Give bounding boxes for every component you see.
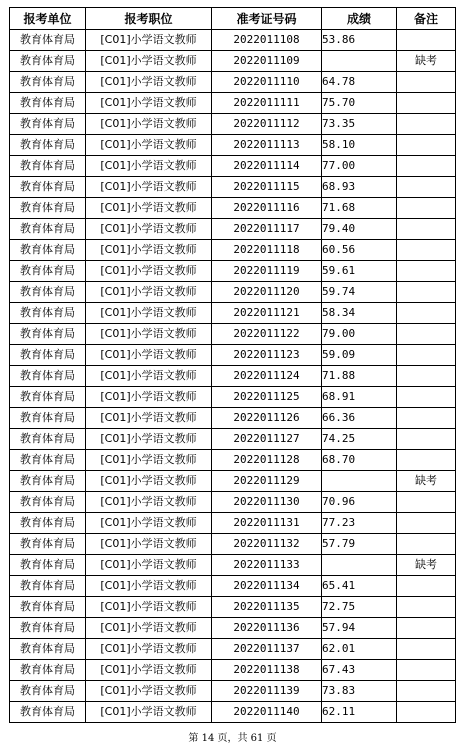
- cell-post: [C01]小学语文教师: [86, 156, 212, 177]
- cell-score: 68.70: [322, 450, 397, 471]
- cell-unit: 教育体育局: [10, 639, 86, 660]
- table-row: [10, 261, 456, 282]
- cell-score: 65.41: [322, 576, 397, 597]
- cell-score: 59.61: [322, 261, 397, 282]
- cell-exam-id: 2022011138: [212, 660, 322, 681]
- cell-note: [397, 177, 456, 198]
- table-row: [10, 114, 456, 135]
- cell-score: 79.00: [322, 324, 397, 345]
- table-row: [10, 345, 456, 366]
- cell-score: 71.68: [322, 198, 397, 219]
- table-row: [10, 177, 456, 198]
- cell-post: [C01]小学语文教师: [86, 177, 212, 198]
- cell-unit: 教育体育局: [10, 198, 86, 219]
- cell-post: [C01]小学语文教师: [86, 198, 212, 219]
- cell-unit: 教育体育局: [10, 135, 86, 156]
- cell-exam-id: 2022011119: [212, 261, 322, 282]
- table-row: [10, 198, 456, 219]
- cell-note: [397, 408, 456, 429]
- cell-exam-id: 2022011127: [212, 429, 322, 450]
- cell-note: [397, 534, 456, 555]
- cell-score: 73.35: [322, 114, 397, 135]
- page-number: 第 14 页，共 61 页: [188, 733, 277, 744]
- cell-post: [C01]小学语文教师: [86, 303, 212, 324]
- cell-note: [397, 198, 456, 219]
- table-row: [10, 702, 456, 723]
- cell-score: [322, 471, 397, 492]
- cell-unit: 教育体育局: [10, 618, 86, 639]
- cell-exam-id: 2022011108: [212, 30, 322, 51]
- cell-post: [C01]小学语文教师: [86, 681, 212, 702]
- cell-post: [C01]小学语文教师: [86, 660, 212, 681]
- cell-note: [397, 72, 456, 93]
- table-row: [10, 135, 456, 156]
- cell-exam-id: 2022011135: [212, 597, 322, 618]
- cell-exam-id: 2022011120: [212, 282, 322, 303]
- cell-note: [397, 345, 456, 366]
- cell-score: 68.91: [322, 387, 397, 408]
- cell-exam-id: 2022011137: [212, 639, 322, 660]
- cell-score: 62.01: [322, 639, 397, 660]
- cell-score: 75.70: [322, 93, 397, 114]
- cell-exam-id: 2022011124: [212, 366, 322, 387]
- cell-unit: 教育体育局: [10, 387, 86, 408]
- table-row: [10, 72, 456, 93]
- cell-post: [C01]小学语文教师: [86, 93, 212, 114]
- cell-unit: 教育体育局: [10, 576, 86, 597]
- cell-note: [397, 366, 456, 387]
- cell-post: [C01]小学语文教师: [86, 30, 212, 51]
- cell-note: [397, 219, 456, 240]
- cell-note: [397, 135, 456, 156]
- cell-score: [322, 51, 397, 72]
- cell-score: 59.09: [322, 345, 397, 366]
- table-row: [10, 450, 456, 471]
- cell-note: [397, 597, 456, 618]
- cell-note: [397, 702, 456, 723]
- cell-exam-id: 2022011109: [212, 51, 322, 72]
- cell-post: [C01]小学语文教师: [86, 261, 212, 282]
- table-row: [10, 513, 456, 534]
- cell-post: [C01]小学语文教师: [86, 219, 212, 240]
- cell-unit: 教育体育局: [10, 450, 86, 471]
- cell-note: [397, 450, 456, 471]
- cell-score: 67.43: [322, 660, 397, 681]
- cell-exam-id: 2022011133: [212, 555, 322, 576]
- cell-score: 77.23: [322, 513, 397, 534]
- cell-post: [C01]小学语文教师: [86, 51, 212, 72]
- cell-unit: 教育体育局: [10, 471, 86, 492]
- cell-exam-id: 2022011113: [212, 135, 322, 156]
- cell-score: 57.94: [322, 618, 397, 639]
- cell-exam-id: 2022011128: [212, 450, 322, 471]
- cell-note: [397, 282, 456, 303]
- header-post: 报考职位: [86, 8, 212, 30]
- cell-score: 73.83: [322, 681, 397, 702]
- cell-note: [397, 513, 456, 534]
- cell-unit: 教育体育局: [10, 114, 86, 135]
- cell-score: 53.86: [322, 30, 397, 51]
- table-row: [10, 93, 456, 114]
- cell-unit: 教育体育局: [10, 702, 86, 723]
- cell-exam-id: 2022011117: [212, 219, 322, 240]
- cell-post: [C01]小学语文教师: [86, 324, 212, 345]
- cell-note: [397, 30, 456, 51]
- cell-score: 68.93: [322, 177, 397, 198]
- cell-unit: 教育体育局: [10, 408, 86, 429]
- cell-unit: 教育体育局: [10, 681, 86, 702]
- cell-score: 66.36: [322, 408, 397, 429]
- cell-unit: 教育体育局: [10, 282, 86, 303]
- cell-post: [C01]小学语文教师: [86, 282, 212, 303]
- cell-unit: 教育体育局: [10, 513, 86, 534]
- cell-post: [C01]小学语文教师: [86, 702, 212, 723]
- cell-note: [397, 303, 456, 324]
- cell-exam-id: 2022011130: [212, 492, 322, 513]
- cell-unit: 教育体育局: [10, 156, 86, 177]
- cell-post: [C01]小学语文教师: [86, 114, 212, 135]
- cell-unit: 教育体育局: [10, 177, 86, 198]
- cell-post: [C01]小学语文教师: [86, 597, 212, 618]
- cell-post: [C01]小学语文教师: [86, 450, 212, 471]
- cell-score: 71.88: [322, 366, 397, 387]
- header-row: [10, 8, 456, 30]
- table-row: [10, 156, 456, 177]
- table-row: [10, 618, 456, 639]
- cell-score: [322, 555, 397, 576]
- cell-exam-id: 2022011121: [212, 303, 322, 324]
- table-row: [10, 492, 456, 513]
- cell-post: [C01]小学语文教师: [86, 576, 212, 597]
- cell-exam-id: 2022011132: [212, 534, 322, 555]
- cell-exam-id: 2022011116: [212, 198, 322, 219]
- cell-post: [C01]小学语文教师: [86, 135, 212, 156]
- cell-post: [C01]小学语文教师: [86, 534, 212, 555]
- cell-note: 缺考: [397, 555, 456, 576]
- cell-exam-id: 2022011134: [212, 576, 322, 597]
- cell-exam-id: 2022011139: [212, 681, 322, 702]
- cell-score: 64.78: [322, 72, 397, 93]
- table-row: [10, 660, 456, 681]
- cell-post: [C01]小学语文教师: [86, 366, 212, 387]
- cell-note: [397, 261, 456, 282]
- cell-note: [397, 156, 456, 177]
- header-score: 成绩: [322, 8, 397, 30]
- table-body: [10, 30, 456, 723]
- cell-score: 74.25: [322, 429, 397, 450]
- cell-unit: 教育体育局: [10, 324, 86, 345]
- cell-score: 79.40: [322, 219, 397, 240]
- cell-unit: 教育体育局: [10, 303, 86, 324]
- table-row: [10, 366, 456, 387]
- table-row: [10, 534, 456, 555]
- table-row: [10, 219, 456, 240]
- cell-post: [C01]小学语文教师: [86, 639, 212, 660]
- header-exam-id: 准考证号码: [212, 8, 322, 30]
- cell-note: [397, 240, 456, 261]
- cell-note: [397, 387, 456, 408]
- cell-score: 60.56: [322, 240, 397, 261]
- cell-score: 70.96: [322, 492, 397, 513]
- cell-exam-id: 2022011110: [212, 72, 322, 93]
- table-row: [10, 555, 456, 576]
- cell-note: [397, 324, 456, 345]
- table-row: [10, 429, 456, 450]
- cell-exam-id: 2022011129: [212, 471, 322, 492]
- cell-unit: 教育体育局: [10, 219, 86, 240]
- cell-exam-id: 2022011131: [212, 513, 322, 534]
- cell-post: [C01]小学语文教师: [86, 408, 212, 429]
- cell-score: 58.34: [322, 303, 397, 324]
- cell-unit: 教育体育局: [10, 261, 86, 282]
- cell-note: [397, 618, 456, 639]
- cell-post: [C01]小学语文教师: [86, 387, 212, 408]
- cell-post: [C01]小学语文教师: [86, 72, 212, 93]
- cell-post: [C01]小学语文教师: [86, 618, 212, 639]
- cell-note: [397, 660, 456, 681]
- table-row: [10, 408, 456, 429]
- table-row: [10, 639, 456, 660]
- cell-post: [C01]小学语文教师: [86, 471, 212, 492]
- cell-score: 62.11: [322, 702, 397, 723]
- cell-note: [397, 429, 456, 450]
- cell-unit: 教育体育局: [10, 555, 86, 576]
- cell-post: [C01]小学语文教师: [86, 429, 212, 450]
- cell-post: [C01]小学语文教师: [86, 345, 212, 366]
- table-row: [10, 30, 456, 51]
- cell-exam-id: 2022011112: [212, 114, 322, 135]
- cell-note: [397, 492, 456, 513]
- cell-unit: 教育体育局: [10, 345, 86, 366]
- header-unit: 报考单位: [10, 8, 86, 30]
- table-row: [10, 387, 456, 408]
- cell-post: [C01]小学语文教师: [86, 492, 212, 513]
- cell-post: [C01]小学语文教师: [86, 555, 212, 576]
- header-note: 备注: [397, 8, 456, 30]
- table-row: [10, 576, 456, 597]
- table-row: [10, 240, 456, 261]
- cell-unit: 教育体育局: [10, 93, 86, 114]
- table-row: [10, 282, 456, 303]
- cell-note: [397, 681, 456, 702]
- cell-exam-id: 2022011123: [212, 345, 322, 366]
- cell-note: 缺考: [397, 471, 456, 492]
- cell-exam-id: 2022011111: [212, 93, 322, 114]
- cell-unit: 教育体育局: [10, 429, 86, 450]
- cell-exam-id: 2022011140: [212, 702, 322, 723]
- score-table: [9, 7, 456, 723]
- cell-unit: 教育体育局: [10, 597, 86, 618]
- table-row: [10, 303, 456, 324]
- cell-exam-id: 2022011122: [212, 324, 322, 345]
- cell-unit: 教育体育局: [10, 240, 86, 261]
- cell-post: [C01]小学语文教师: [86, 240, 212, 261]
- cell-exam-id: 2022011114: [212, 156, 322, 177]
- cell-unit: 教育体育局: [10, 492, 86, 513]
- cell-score: 59.74: [322, 282, 397, 303]
- cell-score: 77.00: [322, 156, 397, 177]
- table-row: [10, 681, 456, 702]
- cell-post: [C01]小学语文教师: [86, 513, 212, 534]
- cell-exam-id: 2022011115: [212, 177, 322, 198]
- cell-score: 72.75: [322, 597, 397, 618]
- cell-score: 57.79: [322, 534, 397, 555]
- table-row: [10, 597, 456, 618]
- cell-unit: 教育体育局: [10, 51, 86, 72]
- cell-unit: 教育体育局: [10, 366, 86, 387]
- cell-exam-id: 2022011126: [212, 408, 322, 429]
- table-row: [10, 324, 456, 345]
- cell-note: [397, 93, 456, 114]
- cell-exam-id: 2022011125: [212, 387, 322, 408]
- cell-exam-id: 2022011118: [212, 240, 322, 261]
- cell-note: 缺考: [397, 51, 456, 72]
- cell-unit: 教育体育局: [10, 30, 86, 51]
- cell-note: [397, 576, 456, 597]
- cell-unit: 教育体育局: [10, 660, 86, 681]
- cell-note: [397, 639, 456, 660]
- cell-note: [397, 114, 456, 135]
- cell-exam-id: 2022011136: [212, 618, 322, 639]
- table-row: [10, 51, 456, 72]
- table-row: [10, 471, 456, 492]
- cell-score: 58.10: [322, 135, 397, 156]
- cell-unit: 教育体育局: [10, 72, 86, 93]
- cell-unit: 教育体育局: [10, 534, 86, 555]
